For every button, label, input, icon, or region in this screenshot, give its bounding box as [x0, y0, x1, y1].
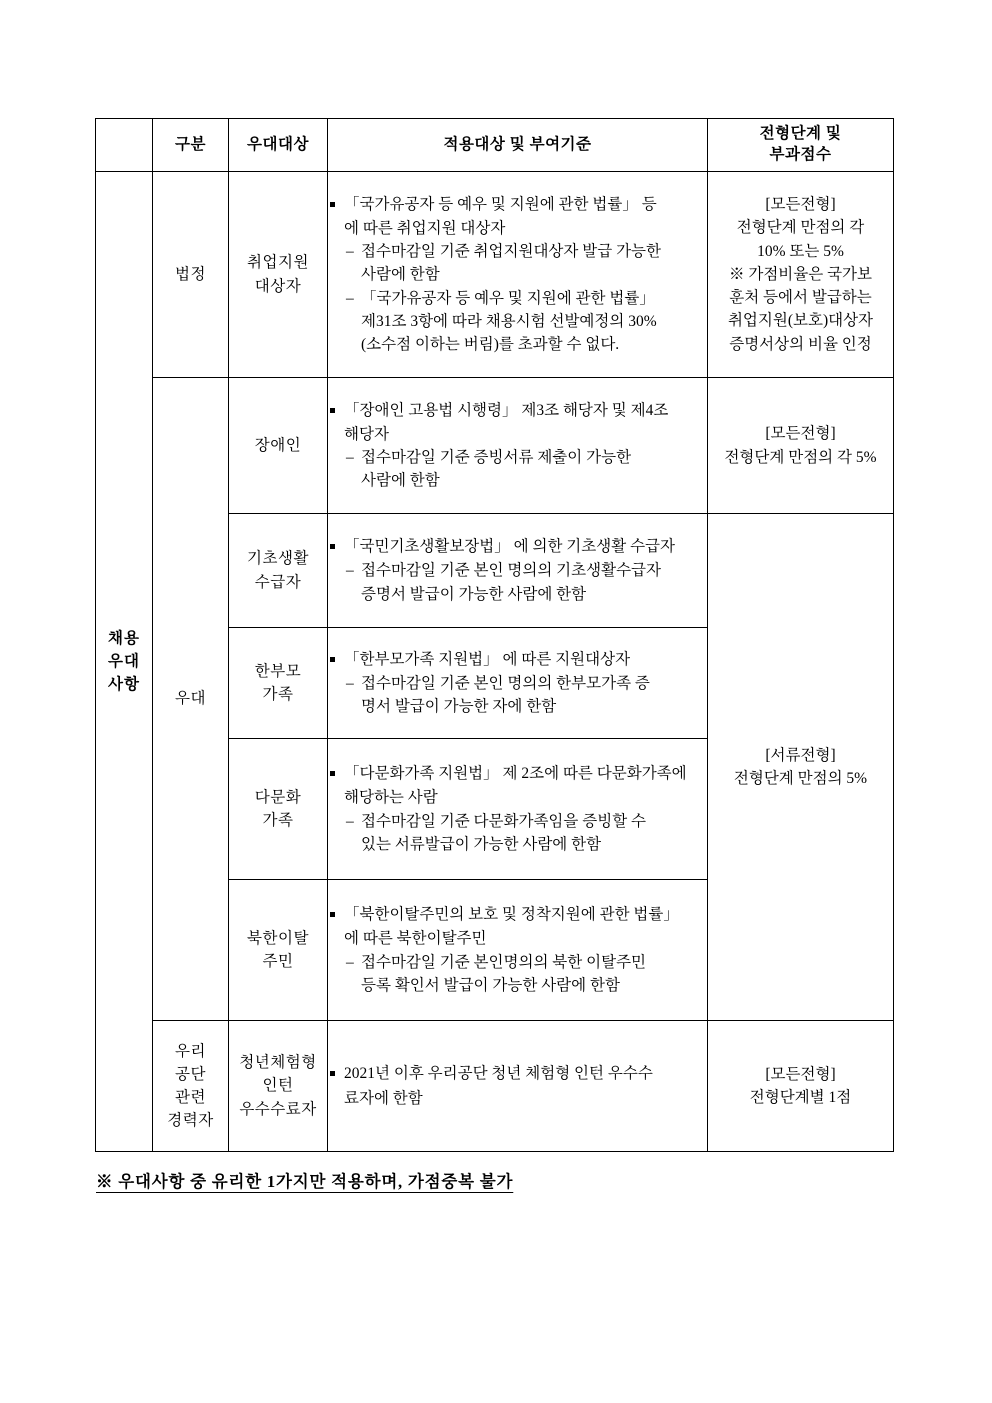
criteria-cell-north-korean-defector	[328, 880, 708, 1021]
stage-line: 전형단계 만점의 각	[736, 219, 865, 237]
employment-preference-table	[95, 118, 894, 1152]
target-line: 장애인	[254, 436, 302, 454]
stage-line: [모든전형]	[765, 196, 836, 214]
target-line: 가족	[262, 686, 294, 703]
criteria-cell-youth-intern	[328, 1021, 708, 1152]
category-label-cell	[96, 172, 153, 1152]
target-line: 한부모	[254, 662, 302, 680]
group-label-preference: 우대	[153, 378, 229, 1021]
category-line1: 채용	[108, 629, 140, 647]
footnote-text: ※ 우대사항 중 유리한 1가지만 적용하며, 가점중복 불가	[96, 1172, 514, 1191]
group-line: 관련	[175, 1089, 206, 1106]
target-line: 다문화	[254, 788, 302, 806]
stage-score-cell-employment-support	[708, 172, 894, 378]
criteria-cont: 해당하는 사람	[344, 789, 438, 807]
header-cell-target: 우대대상	[229, 119, 328, 172]
target-label-youth-intern	[229, 1021, 328, 1152]
table-header-row	[96, 119, 894, 172]
criteria-dash: – 「국가유공자 등 예우 및 지원에 관한 법률」	[328, 287, 707, 310]
table-row	[96, 378, 894, 514]
target-line: 취업지원	[247, 254, 309, 272]
criteria-bullet: 「다문화가족 지원법」 제 2조에 따른 다문화가족에	[328, 762, 707, 785]
criteria-cont: 제31조 3항에 따라 채용시험 선발예정의 30%	[361, 312, 657, 330]
header-cell-stage-score	[708, 119, 894, 172]
criteria-cell-employment-support	[328, 172, 708, 378]
criteria-cont: 명서 발급이 가능한 자에 한함	[361, 698, 557, 716]
criteria-cont: 에 따른 북한이탈주민	[344, 930, 487, 948]
stage-line: [모든전형]	[765, 425, 836, 443]
group-line: 공단	[175, 1065, 206, 1083]
target-line: 인턴	[262, 1077, 294, 1095]
criteria-dash: – 접수마감일 기준 취업지원대상자 발급 가능한	[328, 240, 707, 263]
criteria-cont: 료자에 한함	[344, 1089, 423, 1107]
target-line: 북한이탈	[247, 929, 309, 947]
target-line: 기초생활	[247, 550, 309, 568]
category-line2: 우대	[108, 652, 140, 670]
target-label-employment-support	[229, 172, 328, 378]
stage-score-cell-disability	[708, 378, 894, 514]
stage-line: 10% 또는 5%	[757, 242, 844, 260]
target-line: 수급자	[254, 573, 302, 591]
criteria-bullet: 2021년 이후 우리공단 청년 체험형 인턴 우수수	[328, 1062, 707, 1085]
stage-line: 전형단계별 1점	[749, 1089, 852, 1106]
target-line: 주민	[262, 953, 294, 970]
criteria-cell-basic-livelihood	[328, 514, 708, 628]
stage-score-cell-youth-intern	[708, 1021, 894, 1152]
criteria-bullet: 「북한이탈주민의 보호 및 정착지원에 관한 법률」	[328, 903, 707, 926]
stage-line: [모든전형]	[765, 1065, 836, 1083]
stage-line: 훈처 등에서 발급하는	[729, 289, 872, 307]
header-stage-line1: 전형단계 및	[759, 125, 842, 143]
criteria-bullet: 「장애인 고용법 시행령」 제3조 해당자 및 제4조	[328, 399, 707, 422]
table-row	[96, 172, 894, 378]
criteria-cont: 사람에 한함	[361, 266, 440, 284]
criteria-cont: 사람에 한함	[361, 472, 440, 490]
criteria-cont: 등록 확인서 발급이 가능한 사람에 한함	[361, 976, 620, 994]
target-line: 가족	[262, 812, 294, 829]
target-label-disability	[229, 378, 328, 514]
criteria-dash: – 접수마감일 기준 다문화가족임을 증빙할 수	[328, 810, 707, 833]
criteria-dash: – 접수마감일 기준 증빙서류 제출이 가능한	[328, 446, 707, 469]
category-line3: 사항	[108, 676, 140, 694]
target-line: 청년체험형	[239, 1054, 317, 1072]
criteria-cell-multicultural	[328, 739, 708, 880]
target-label-single-parent	[229, 628, 328, 739]
group-label-our-corp-career	[153, 1021, 229, 1152]
header-cell-criteria: 적용대상 및 부여기준	[328, 119, 708, 172]
target-line: 우수수료자	[239, 1100, 317, 1118]
target-label-north-korean-defector	[229, 880, 328, 1021]
target-label-basic-livelihood	[229, 514, 328, 628]
stage-line: 증명서상의 비율 인정	[729, 335, 872, 353]
criteria-dash: – 접수마감일 기준 본인 명의의 기초생활수급자	[328, 559, 707, 582]
stage-line: 전형단계 만점의 각 5%	[724, 448, 877, 466]
criteria-dash: – 접수마감일 기준 본인명의의 북한 이탈주민	[328, 951, 707, 974]
criteria-cont: 해당자	[344, 425, 389, 443]
header-cell-gubun: 구분	[153, 119, 229, 172]
group-line: 경력자	[167, 1112, 214, 1130]
criteria-cont: 에 따른 취업지원 대상자	[344, 219, 506, 237]
criteria-cont: (소수점 이하는 버림)를 초과할 수 없다.	[361, 336, 620, 354]
criteria-dash: – 접수마감일 기준 본인 명의의 한부모가족 증	[328, 672, 707, 695]
table-row	[96, 1021, 894, 1152]
criteria-cont: 증명서 발급이 가능한 사람에 한함	[361, 585, 587, 603]
criteria-bullet: 「국가유공자 등 예우 및 지원에 관한 법률」 등	[328, 193, 707, 216]
header-stage-line2: 부과점수	[769, 146, 832, 163]
stage-line: 취업지원(보호)대상자	[727, 312, 874, 330]
target-line: 대상자	[254, 277, 302, 295]
criteria-cell-disability	[328, 378, 708, 514]
stage-line: [서류전형]	[765, 746, 836, 764]
stage-score-cell-document-screening	[708, 514, 894, 1021]
stage-line: ※ 가점비율은 국가보	[728, 265, 873, 283]
group-line: 우리	[175, 1042, 206, 1060]
header-cell-empty	[96, 119, 153, 172]
criteria-cell-single-parent	[328, 628, 708, 739]
criteria-bullet: 「국민기초생활보장법」 에 의한 기초생활 수급자	[328, 535, 707, 558]
criteria-bullet: 「한부모가족 지원법」 에 따른 지원대상자	[328, 648, 707, 671]
criteria-cont: 있는 서류발급이 가능한 사람에 한함	[361, 835, 602, 853]
target-label-multicultural	[229, 739, 328, 880]
stage-line: 전형단계 만점의 5%	[733, 770, 868, 787]
group-label-legal: 법정	[153, 172, 229, 378]
